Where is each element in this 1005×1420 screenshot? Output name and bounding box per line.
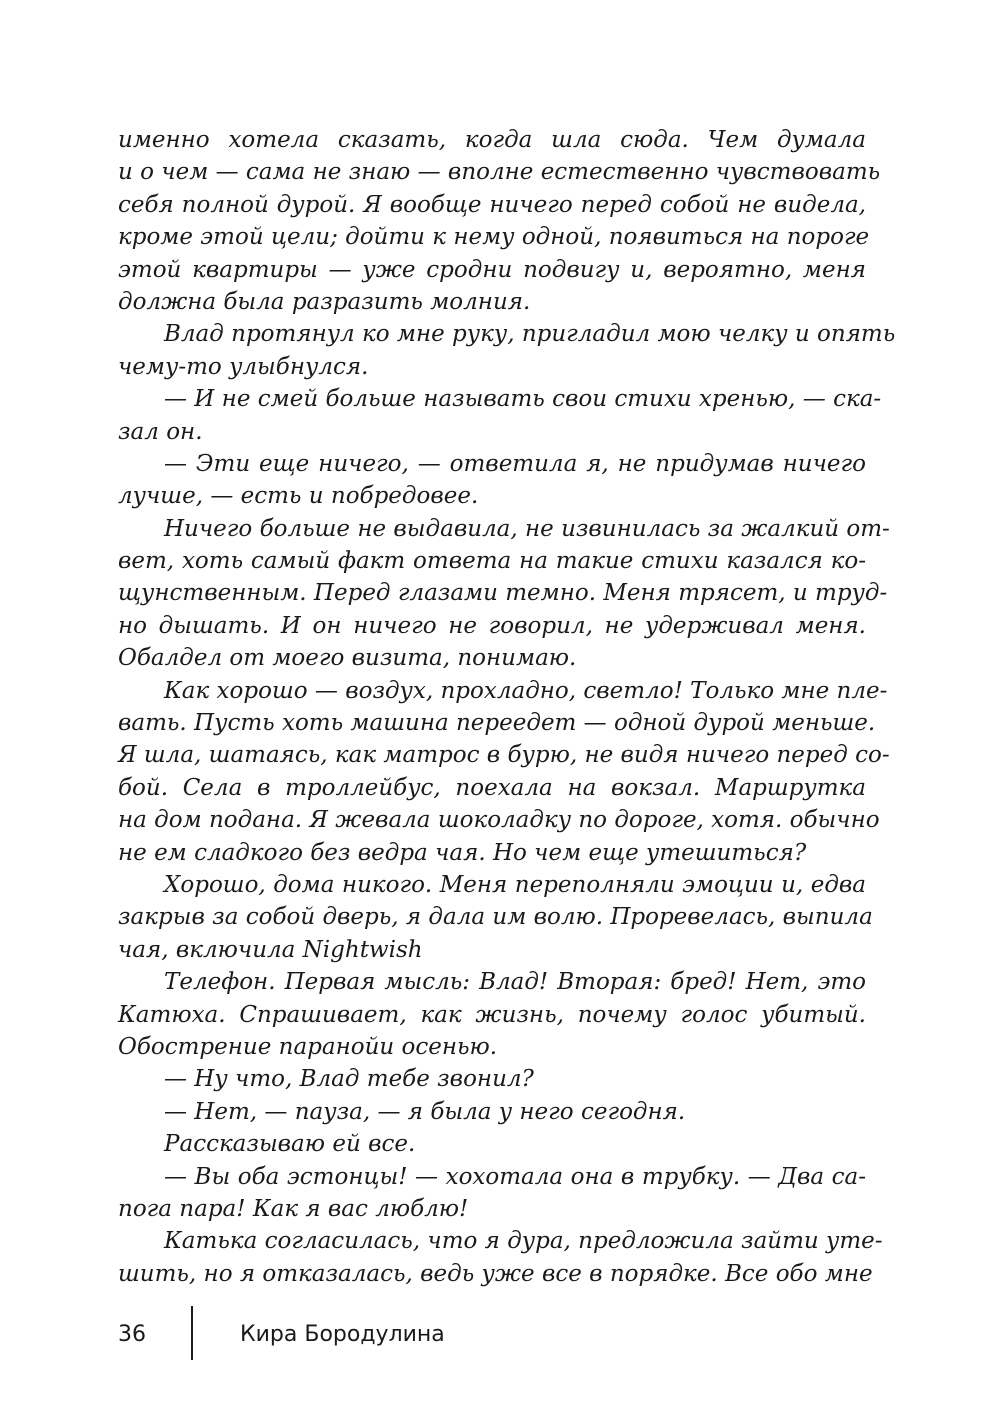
paragraph	[118, 1225, 883, 1290]
text-line: лучше, — есть и побредовее.	[118, 483, 479, 510]
paragraph	[118, 1063, 866, 1095]
text-line: зал он.	[118, 418, 203, 445]
text-line: Обалдел от моего визита, понимаю.	[118, 645, 577, 672]
text-line: Телефон. Первая мысль: Влад! Вторая: бред! Нет, это	[164, 969, 866, 996]
text-line: вать. Пусть хоть машина переедет — одной дурой меньше.	[118, 710, 876, 737]
text-line: Хорошо, дома никого. Меня переполняли эмоции и, едва	[164, 871, 866, 898]
paragraph	[118, 1096, 866, 1128]
text-line: именно хотела сказать, когда шла сюда. Чем думала	[118, 127, 866, 153]
text-line: — Вы оба эстонцы! — хохотала она в трубку. — Два са-	[164, 1163, 866, 1190]
text-line: на дом подана. Я жевала шоколадку по дороге, хотя. обычно	[118, 807, 880, 834]
paragraph	[118, 869, 873, 966]
author-name: Кира Бородулина	[240, 1322, 445, 1347]
paragraph	[118, 318, 896, 383]
text-line: шить, но я отказалась, ведь уже все в порядке. Все обо мне	[118, 1260, 873, 1287]
text-line: вет, хоть самый факт ответа на такие стихи казался ко-	[118, 548, 866, 575]
text-line: щунственным. Перед глазами темно. Меня трясет, и труд-	[118, 580, 888, 607]
paragraph	[118, 383, 882, 448]
text-line: но дышать. И он ничего не говорил, не удерживал меня.	[118, 612, 866, 639]
paragraph	[118, 966, 866, 1063]
text-line: пога пара! Как я вас люблю!	[118, 1195, 469, 1222]
page-number: 36	[118, 1322, 146, 1347]
text-line: кроме этой цели; дойти к нему одной, появиться на пороге	[118, 224, 870, 251]
text-line: Катюха. Спрашивает, как жизнь, почему голос убитый.	[118, 1001, 866, 1028]
text-line: чему-то улыбнулся.	[118, 353, 369, 380]
body-text	[118, 124, 896, 1290]
text-line: Рассказываю ей все.	[164, 1131, 416, 1158]
text-line: Обострение паранойи осенью.	[118, 1033, 498, 1060]
footer-divider	[191, 1306, 193, 1360]
text-line: — Эти еще ничего, — ответила я, не придумав ничего	[164, 450, 866, 477]
paragraph	[118, 448, 866, 513]
text-line: не ем сладкого без ведра чая. Но чем еще утешиться?	[118, 839, 807, 866]
paragraph	[118, 675, 890, 869]
text-line: — Нет, — пауза, — я была у него сегодня.	[164, 1098, 686, 1125]
text-line: бой. Села в троллейбус, поехала на вокзал. Маршрутка	[118, 774, 866, 801]
page-footer	[0, 1300, 1005, 1370]
text-line: закрыв за собой дверь, я дала им волю. Проревелась, выпила	[118, 904, 873, 931]
text-line: Ничего больше не выдавила, не извинилась за жалкий от-	[164, 515, 890, 542]
paragraph	[118, 124, 881, 318]
text-line: — И не смей больше называть свои стихи хренью, — ска-	[164, 386, 882, 413]
text-line: Как хорошо — воздух, прохладно, светло! Только мне пле-	[164, 677, 888, 704]
text-line: себя полной дурой. Я вообще ничего перед собой не видела,	[118, 191, 866, 218]
text-line: этой квартиры — уже сродни подвигу и, вероятно, меня	[118, 256, 866, 283]
paragraph	[118, 1128, 866, 1160]
paragraph	[118, 513, 890, 675]
text-line: и о чем — сама не знаю — вполне естественно чувствовать	[118, 159, 881, 186]
text-line: чая, включила Nightwish	[118, 936, 423, 963]
paragraph	[118, 1161, 866, 1226]
text-line: — Ну что, Влад тебе звонил?	[164, 1066, 534, 1093]
text-line: Я шла, шатаясь, как матрос в бурю, не видя ничего перед со-	[118, 742, 890, 769]
text-line: Влад протянул ко мне руку, пригладил мою челку и опять	[164, 321, 896, 348]
text-line: должна была разразить молния.	[118, 288, 531, 315]
text-line: Катька согласилась, что я дура, предложила зайти уте-	[164, 1228, 883, 1255]
